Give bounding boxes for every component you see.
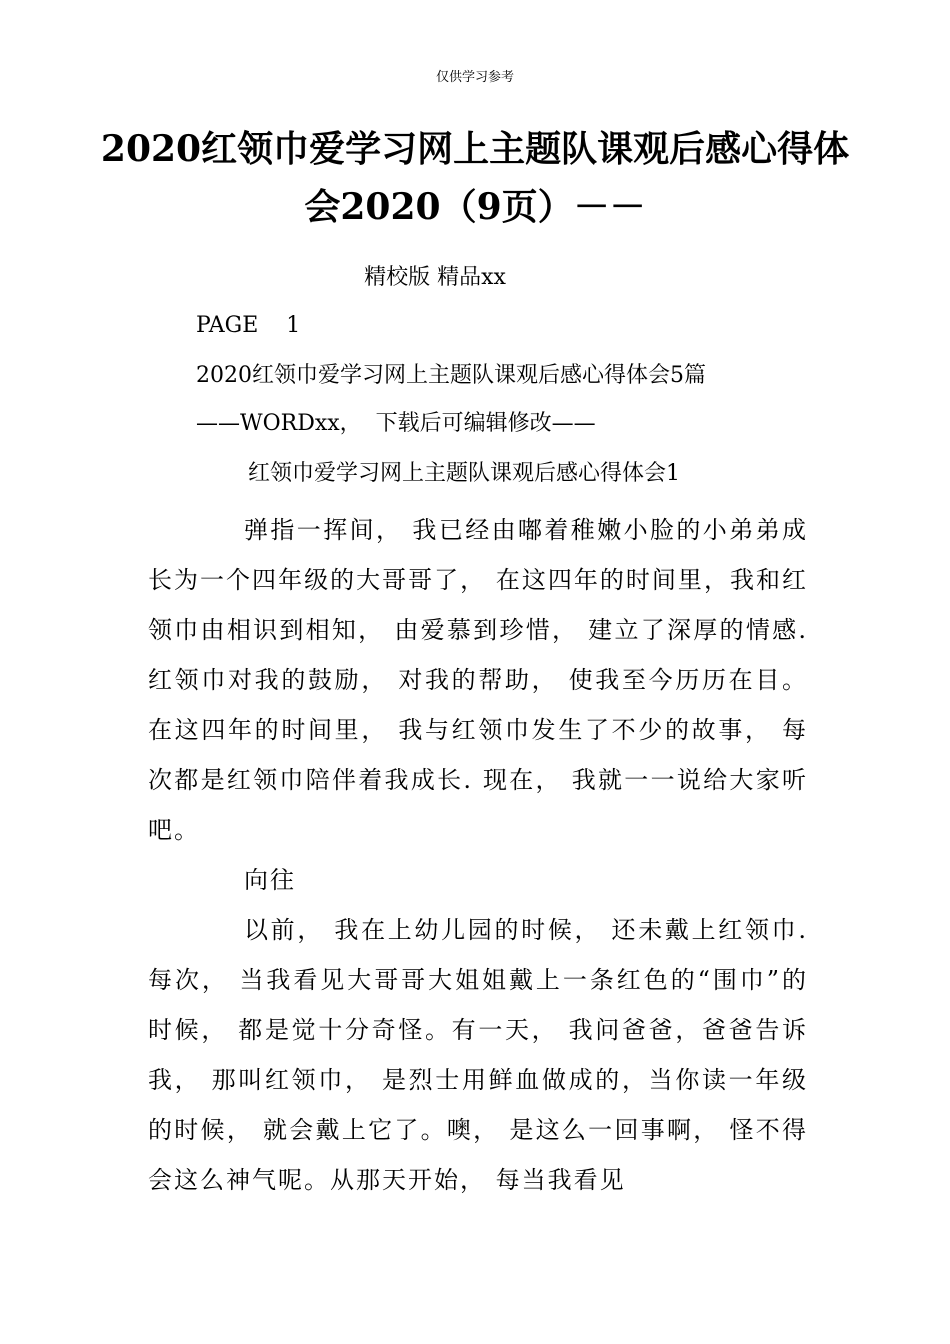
paragraph-subheading: 向往 xyxy=(244,866,296,894)
download-note: ——WORDxx， 下载后可编辑修改—— xyxy=(196,411,596,436)
section-heading: 红领巾爱学习网上主题队课观后感心得体会1 xyxy=(248,461,680,486)
body-text xyxy=(148,505,808,1205)
document-subtitle: 精校版 精品xx xyxy=(364,265,506,290)
page-label: PAGE 1 xyxy=(196,313,301,338)
paragraph: 弹指一挥间， 我已经由嘟着稚嫩小脸的小弟弟成长为一个四年级的大哥哥了， 在这四年的时间里，我和红领巾由相识到相知， 由爱慕到珍惜， 建立了深厚的情感. 红领巾对我的鼓励， 对我的帮助， 使我至今历历在目。在这四年的时间里， 我与红领巾发生了不少的故事， 每次都是红领巾陪伴着我成长. 现在， 我就一一说给大家听吧。 xyxy=(148,516,808,844)
doc-heading: 2020红领巾爱学习网上主题队课观后感心得体会5篇 xyxy=(196,363,706,388)
paragraph: 以前， 我在上幼儿园的时候， 还未戴上红领巾. 每次， 当我看见大哥哥大姐姐戴上一条红色的“围巾”的时候， 都是觉十分奇怪。有一天， 我问爸爸，爸爸告诉我， 那叫红领巾， 是烈士用鲜血做成的，当你读一年级的时候， 就会戴上它了。噢， 是这么一回事啊， 怪不得会这么神气呢。从那天开始， 每当我看见 xyxy=(148,916,808,1194)
header-note: 仅供学习参考 xyxy=(435,70,514,85)
document-title: 2020红领巾爱学习网上主题队课观后感心得体会2020（9页）－－ xyxy=(100,128,850,228)
